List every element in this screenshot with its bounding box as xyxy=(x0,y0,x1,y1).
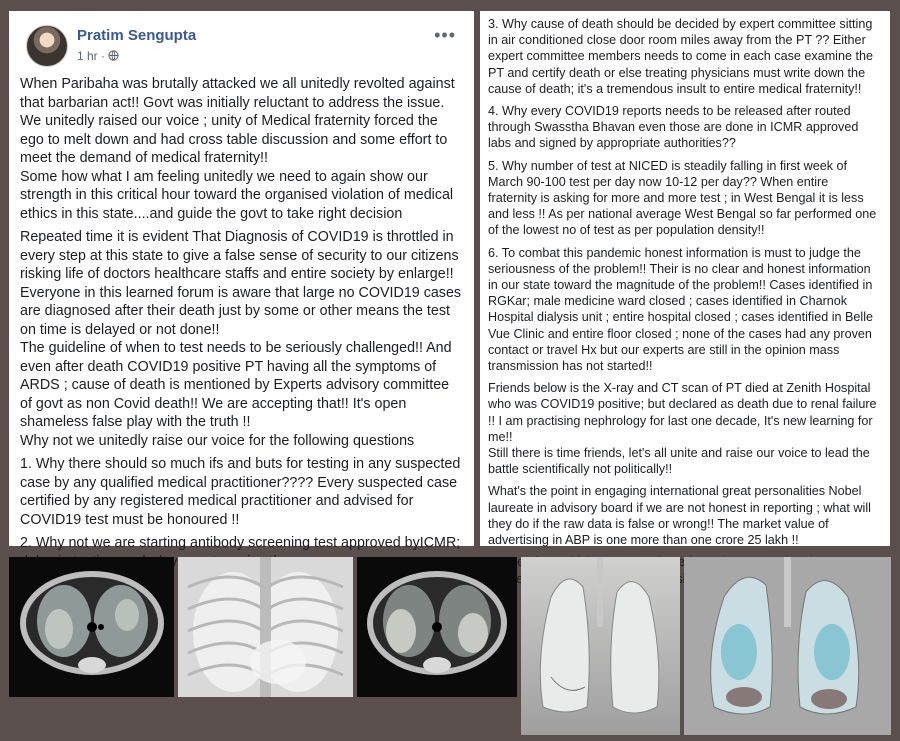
post-paragraph: 5. Why number of test at NICED is steadily falling in first week of March 90-100 test per day now 10-12 per day?? When entire fraternity is asking for more and more test ; in West Bengal it is less and less !! As per national average West Bengal so far performed one of the lowest no of test as per population density!! xyxy=(488,158,877,238)
post-time-link[interactable]: 1 hr xyxy=(77,49,98,63)
post-paragraph: 1. Why there should so much ifs and buts for testing in any suspected case by any qualified medical practitioner???? Every suspected case certified by any registered medical practitioner and advised for COVID19 test must be honoured !! xyxy=(20,456,461,528)
post-body-right xyxy=(488,16,880,587)
meta-separator: · xyxy=(101,49,106,63)
ct-scan-image-2[interactable] xyxy=(357,557,517,697)
author-avatar[interactable] xyxy=(26,25,68,67)
post-paragraph: Repeated time it is evident That Diagnosis of COVID19 is throttled in every step at this state to give a false sense of security to our citizens risking life of doctors healthcare staffs and entire society by enlarge!! Everyone in this learned forum is aware that large no COVID19 cases are diagnosed after their death just by some or other means the test on time is delayed or not done!! The guideline of when to test needs to be seriously challenged!! And even after death COVID19 positive PT having all the symptoms of ARDS ; cause of death is mentioned by Experts advisory committee of govt as non Covid death!! We are accepting that!! It's open shameless false play with the truth !! Why not we unitedly raise our voice for the following questions xyxy=(20,229,462,449)
chest-xray-image[interactable] xyxy=(178,557,353,697)
post-left-panel xyxy=(9,11,474,551)
lung-3d-render-image-1[interactable] xyxy=(521,557,680,735)
more-options-icon[interactable]: ••• xyxy=(434,25,456,45)
lung-3d-render-image-2[interactable] xyxy=(684,557,891,735)
post-paragraph: 4. Why every COVID19 reports needs to be released after routed through Swasstha Bhavan even those are done in ICMR approved labs and signed by appropriate authorities?? xyxy=(488,104,859,151)
author-name-link[interactable]: Pratim Sengupta xyxy=(77,27,197,44)
post-body-left xyxy=(20,75,464,571)
post-paragraph: Friends below is the X-ray and CT scan of PT died at Zenith Hospital who was COVID19 positive; but declared as death due to renal failure !! I am practising nephrology for last one decade, It's new learning for me!! Still there is time friends, let's all unite and raise our voice to lead the battle scientifically not politically!! xyxy=(488,381,877,477)
post-paragraph: 6. To combat this pandemic honest information is must to judge the seriousness of the problem!! Their is no clear and honest information in our state toward the magnitude of the problem!! Cases identified in RGKar; male medicine ward closed ; cases identified in Charnok Hospital dialysis unit ; entire hospital closed ; cases identified in Belle Vue Clinic and entire floor closed ; none of the cases had any proven contact or travel Hx but our experts are still in the opinion mass transmission has not started!! xyxy=(488,245,874,374)
globe-icon xyxy=(108,50,119,61)
post-paragraph: 2. Why not we are starting antibody screening test approved byICMR; xyxy=(20,535,461,551)
ct-scan-image-1[interactable] xyxy=(9,557,174,697)
post-meta xyxy=(77,49,119,63)
post-paragraph: When Paribaha was brutally attacked we all unitedly revolted against that barbarian act!! Govt was initially reluctant to address the issue. We unitedly raised our voice ; unity of Medical fraternity forced the ego to melt down and had cross table discussion and some effort to meet the demand of medical fraternity!! Some how what I am feeling unitedly we need to again show our strength in this critical hour toward the organised violation of medical ethics in this state....and guide the govt to take right decision xyxy=(20,76,455,222)
post-paragraph: 3. Why cause of death should be decided by expert committee sitting in air conditioned close door room miles away from the PT ?? Either expert committee members needs to come in each case examine the PT and certify death or else treating physicians must write down the cause of death; it's a tremendous insult to entire medical fraternity!! xyxy=(488,17,873,96)
post-right-panel xyxy=(480,11,890,546)
post-paragraph: What's the point in engaging international great personalities Nobel laureate in advisory board if we are not honest in reporting ; what will they do if the raw data is false or wrong!! The market value of advertising in ABP is one more than one crore 25 lakh !! xyxy=(488,484,871,548)
post-header xyxy=(20,21,464,69)
